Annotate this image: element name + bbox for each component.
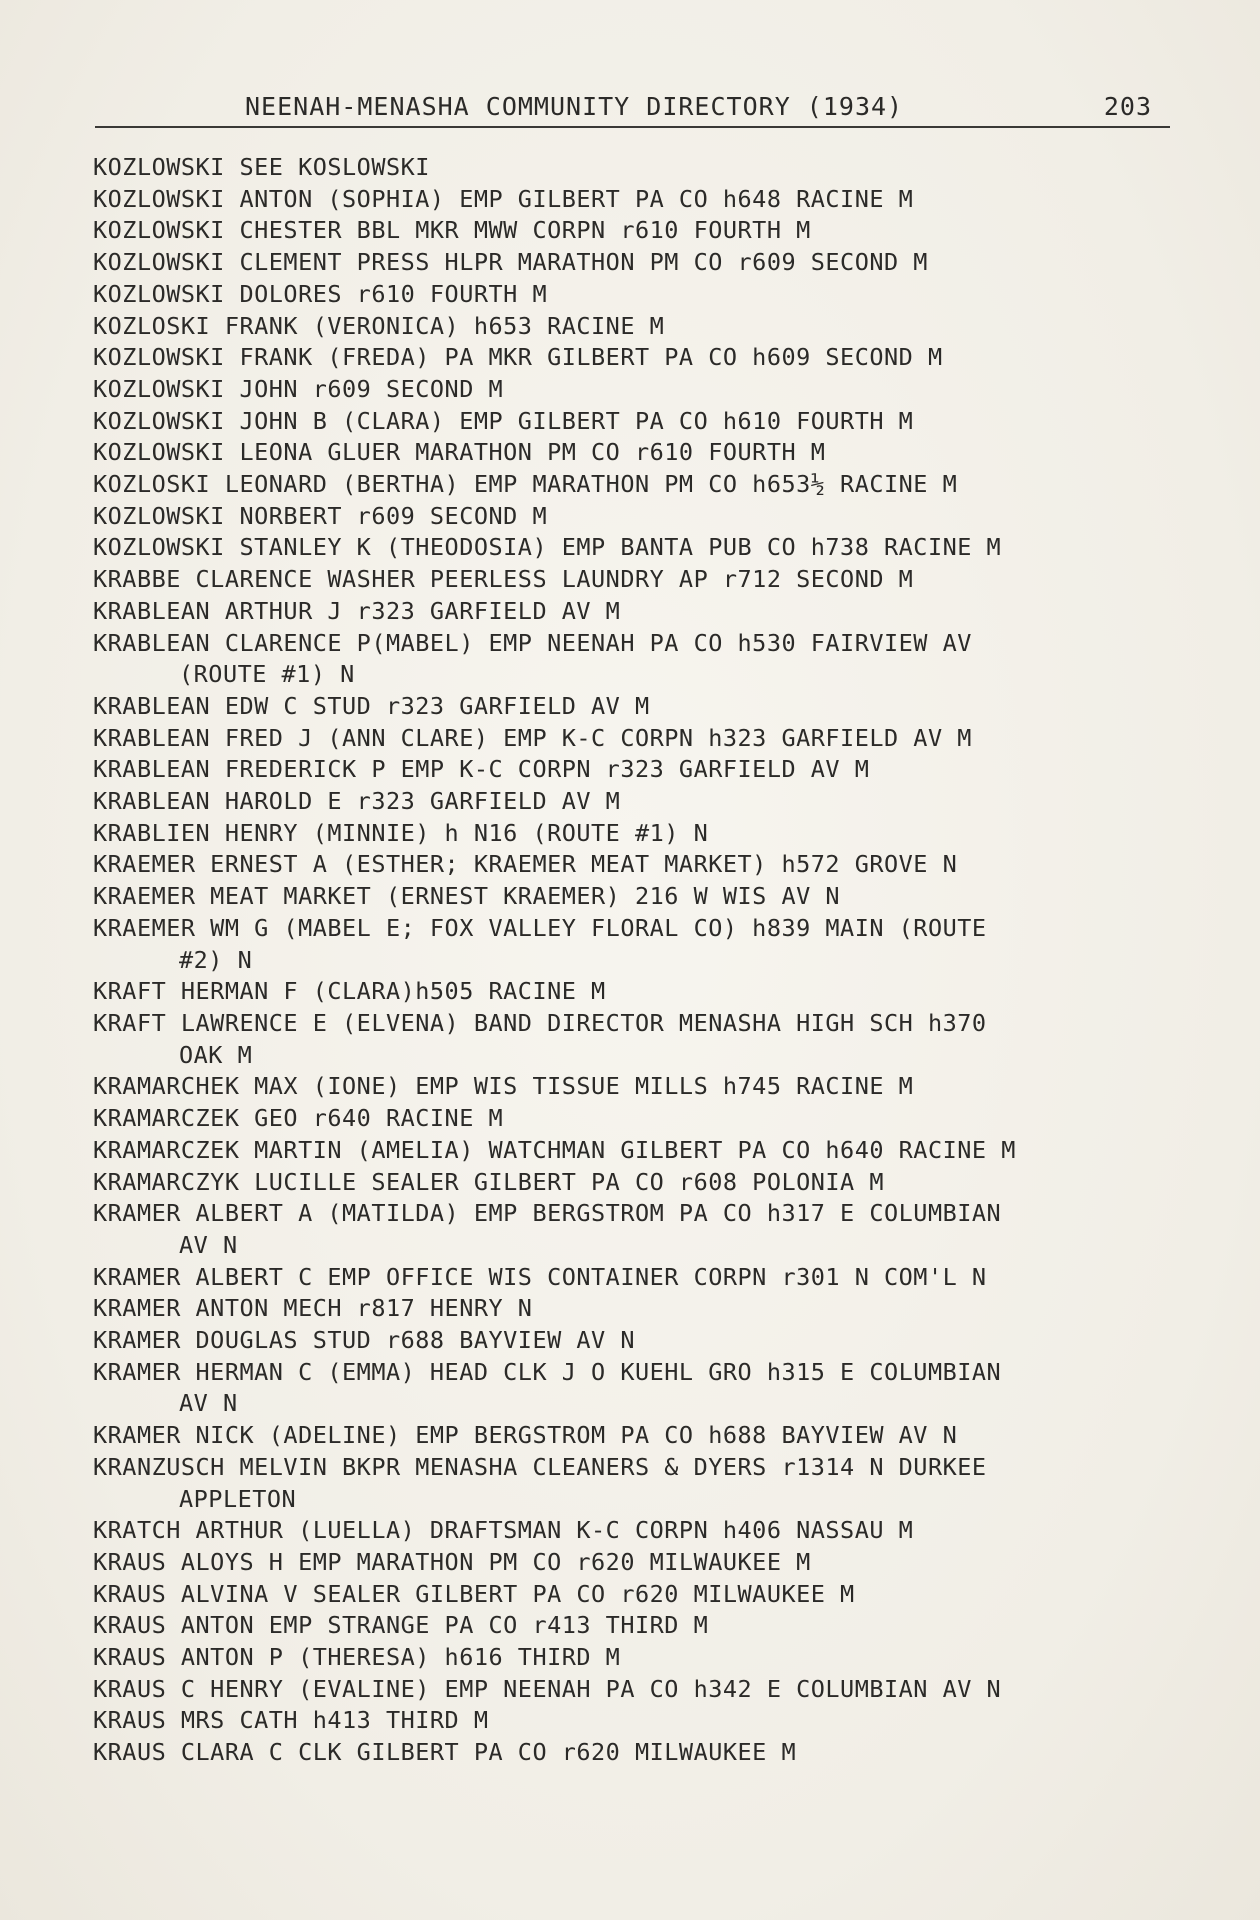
directory-entry: KRAUS CLARA C CLK GILBERT PA CO r620 MILWAUKEE M	[93, 1738, 797, 1767]
directory-entry-continuation: AV N	[179, 1389, 238, 1418]
directory-entry-continuation: #2) N	[179, 945, 253, 974]
directory-entry: KOZLOWSKI DOLORES r610 FOURTH M	[93, 279, 548, 308]
directory-entry: KRABLEAN ARTHUR J r323 GARFIELD AV M	[93, 596, 621, 625]
directory-entry: KRABLEAN HAROLD E r323 GARFIELD AV M	[93, 787, 621, 816]
directory-entry: KRAMARCZEK MARTIN (AMELIA) WATCHMAN GILBERT PA CO h640 RACINE M	[93, 1135, 1016, 1164]
directory-entry: KRABBE CLARENCE WASHER PEERLESS LAUNDRY AP r712 SECOND M	[93, 565, 914, 594]
directory-entry: KRAFT LAWRENCE E (ELVENA) BAND DIRECTOR MENASHA HIGH SCH h370	[93, 1008, 987, 1037]
directory-entry: KOZLOWSKI CHESTER BBL MKR MWW CORPN r610 FOURTH M	[93, 216, 811, 245]
directory-entry: KRAUS ANTON EMP STRANGE PA CO r413 THIRD M	[93, 1611, 709, 1640]
directory-entry: KRAMARCZYK LUCILLE SEALER GILBERT PA CO r608 POLONIA M	[93, 1167, 885, 1196]
directory-entry: KOZLOWSKI JOHN r609 SECOND M	[93, 374, 504, 403]
directory-entry-continuation: OAK M	[179, 1040, 253, 1069]
directory-entry-continuation: AV N	[179, 1230, 238, 1259]
directory-entry: KRAMARCHEK MAX (IONE) EMP WIS TISSUE MILLS h745 RACINE M	[93, 1072, 914, 1101]
directory-entry-continuation: APPLETON	[179, 1484, 297, 1513]
directory-entry: KRABLEAN FRED J (ANN CLARE) EMP K-C CORPN h323 GARFIELD AV M	[93, 723, 972, 752]
directory-entry: KRAEMER ERNEST A (ESTHER; KRAEMER MEAT MARKET) h572 GROVE N	[93, 850, 958, 879]
directory-title: NEENAH-MENASHA COMMUNITY DIRECTORY (1934)	[245, 91, 904, 121]
directory-entry: KRAUS ALOYS H EMP MARATHON PM CO r620 MILWAUKEE M	[93, 1547, 811, 1576]
directory-entry: KOZLOSKI FRANK (VERONICA) h653 RACINE M	[93, 311, 665, 340]
directory-entry: KRAEMER MEAT MARKET (ERNEST KRAEMER) 216 W WIS AV N	[93, 882, 841, 911]
directory-entry: KRAFT HERMAN F (CLARA)h505 RACINE M	[93, 977, 606, 1006]
directory-entry: KRAMER HERMAN C (EMMA) HEAD CLK J O KUEHL GRO h315 E COLUMBIAN	[93, 1357, 1002, 1386]
directory-entry: KRAUS MRS CATH h413 THIRD M	[93, 1706, 489, 1735]
directory-entry: KRAUS C HENRY (EVALINE) EMP NEENAH PA CO h342 E COLUMBIAN AV N	[93, 1674, 1002, 1703]
directory-entry: KRAMER ALBERT A (MATILDA) EMP BERGSTROM PA CO h317 E COLUMBIAN	[93, 1199, 1002, 1228]
directory-entry: KRAMER NICK (ADELINE) EMP BERGSTROM PA CO h688 BAYVIEW AV N	[93, 1421, 958, 1450]
directory-entry: KRABLEAN CLARENCE P(MABEL) EMP NEENAH PA CO h530 FAIRVIEW AV	[93, 628, 972, 657]
directory-entry: KRANZUSCH MELVIN BKPR MENASHA CLEANERS & DYERS r1314 N DURKEE	[93, 1452, 987, 1481]
directory-entry: KRAUS ALVINA V SEALER GILBERT PA CO r620 MILWAUKEE M	[93, 1579, 855, 1608]
directory-entry: KOZLOWSKI FRANK (FREDA) PA MKR GILBERT PA CO h609 SECOND M	[93, 343, 943, 372]
directory-entry: KRABLEAN FREDERICK P EMP K-C CORPN r323 GARFIELD AV M	[93, 755, 870, 784]
directory-entry: KRABLEAN EDW C STUD r323 GARFIELD AV M	[93, 691, 650, 720]
directory-entry: KOZLOWSKI CLEMENT PRESS HLPR MARATHON PM CO r609 SECOND M	[93, 248, 928, 277]
directory-entry: KRAEMER WM G (MABEL E; FOX VALLEY FLORAL CO) h839 MAIN (ROUTE	[93, 913, 987, 942]
directory-entry: KRAUS ANTON P (THERESA) h616 THIRD M	[93, 1643, 621, 1672]
directory-entry: KRAMER ALBERT C EMP OFFICE WIS CONTAINER CORPN r301 N COM'L N	[93, 1262, 987, 1291]
directory-entry: KOZLOWSKI LEONA GLUER MARATHON PM CO r610 FOURTH M	[93, 438, 826, 467]
directory-entry: KRAMER DOUGLAS STUD r688 BAYVIEW AV N	[93, 1326, 635, 1355]
page-header	[95, 86, 1170, 128]
directory-entry: KRABLIEN HENRY (MINNIE) h N16 (ROUTE #1) N	[93, 818, 709, 847]
directory-entry: KOZLOSKI LEONARD (BERTHA) EMP MARATHON PM CO h653½ RACINE M	[93, 470, 958, 499]
directory-entry-continuation: (ROUTE #1) N	[179, 660, 355, 689]
page-number: 203	[1103, 91, 1152, 121]
directory-entry: KRAMER ANTON MECH r817 HENRY N	[93, 1294, 533, 1323]
directory-entry: KOZLOWSKI NORBERT r609 SECOND M	[93, 501, 548, 530]
directory-entry: KOZLOWSKI STANLEY K (THEODOSIA) EMP BANTA PUB CO h738 RACINE M	[93, 533, 1002, 562]
directory-entry: KOZLOWSKI SEE KOSLOWSKI	[93, 153, 430, 181]
directory-entry: KOZLOWSKI ANTON (SOPHIA) EMP GILBERT PA CO h648 RACINE M	[93, 184, 914, 213]
directory-listing	[93, 152, 1193, 1769]
directory-entry: KRATCH ARTHUR (LUELLA) DRAFTSMAN K-C CORPN h406 NASSAU M	[93, 1516, 914, 1545]
directory-entry: KRAMARCZEK GEO r640 RACINE M	[93, 1104, 504, 1133]
directory-entry: KOZLOWSKI JOHN B (CLARA) EMP GILBERT PA CO h610 FOURTH M	[93, 406, 914, 435]
